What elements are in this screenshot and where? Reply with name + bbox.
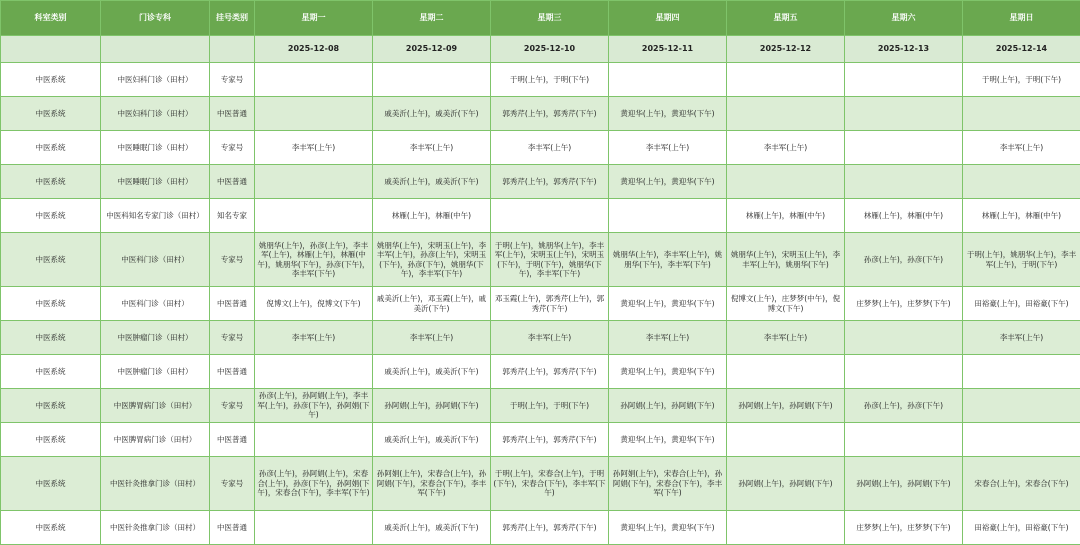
doctor-schedule-cell bbox=[727, 165, 845, 199]
doctor-schedule-cell: 孙阿娟(上午)，孙阿娟(下午) bbox=[609, 389, 727, 423]
table-row bbox=[1, 287, 1080, 321]
reg-type-cell: 中医普通 bbox=[210, 97, 255, 131]
doctor-schedule-cell: 孙阿娟(上午)，孙阿娟(下午) bbox=[845, 457, 963, 511]
header-day: 星期六 bbox=[845, 1, 963, 36]
doctor-schedule-cell bbox=[727, 355, 845, 389]
doctor-schedule-cell: 李丰军(上午) bbox=[373, 131, 491, 165]
doctor-schedule-cell bbox=[491, 199, 609, 233]
header-day: 星期二 bbox=[373, 1, 491, 36]
doctor-schedule-cell: 李丰军(上午) bbox=[491, 131, 609, 165]
clinic-cell: 中医肿瘤门诊（田村） bbox=[101, 321, 210, 355]
clinic-cell: 中医睡眠门诊（田村） bbox=[101, 131, 210, 165]
clinic-cell: 中医科知名专家门诊（田村） bbox=[101, 199, 210, 233]
doctor-schedule-cell: 田裕豪(上午)，田裕豪(下午) bbox=[963, 287, 1080, 321]
doctor-schedule-cell bbox=[609, 63, 727, 97]
clinic-cell: 中医脾胃病门诊（田村） bbox=[101, 423, 210, 457]
doctor-schedule-cell: 黄迎华(上午)，黄迎华(下午) bbox=[609, 97, 727, 131]
doctor-schedule-cell: 郭秀芹(上午)，郭秀芹(下午) bbox=[491, 511, 609, 545]
reg-type-cell: 专家号 bbox=[210, 63, 255, 97]
clinic-cell: 中医针灸推拿门诊（田村） bbox=[101, 511, 210, 545]
date-cell: 2025-12-13 bbox=[845, 36, 963, 63]
clinic-cell: 中医针灸推拿门诊（田村） bbox=[101, 457, 210, 511]
doctor-schedule-cell bbox=[963, 389, 1080, 423]
reg-type-cell: 中医普通 bbox=[210, 287, 255, 321]
table-row bbox=[1, 131, 1080, 165]
doctor-schedule-cell bbox=[727, 423, 845, 457]
dept-cell: 中医系统 bbox=[1, 423, 101, 457]
doctor-schedule-cell: 李丰军(上午) bbox=[491, 321, 609, 355]
reg-type-cell: 专家号 bbox=[210, 389, 255, 423]
doctor-schedule-cell: 郭秀芹(上午)，郭秀芹(下午) bbox=[491, 97, 609, 131]
doctor-schedule-cell bbox=[845, 97, 963, 131]
doctor-schedule-cell: 戚美沂(上午)，戚美沂(下午) bbox=[373, 423, 491, 457]
doctor-schedule-cell bbox=[255, 97, 373, 131]
clinic-cell: 中医肿瘤门诊（田村） bbox=[101, 355, 210, 389]
table-row bbox=[1, 199, 1080, 233]
header-day: 星期日 bbox=[963, 1, 1080, 36]
doctor-schedule-cell: 邓玉霞(上午)，郭秀芹(上午)，郭秀芹(下午) bbox=[491, 287, 609, 321]
date-blank-cell bbox=[1, 36, 101, 63]
doctor-schedule-cell bbox=[255, 63, 373, 97]
doctor-schedule-cell bbox=[963, 355, 1080, 389]
reg-type-cell: 专家号 bbox=[210, 233, 255, 287]
date-cell: 2025-12-08 bbox=[255, 36, 373, 63]
header-dept-type: 科室类别 bbox=[1, 1, 101, 36]
doctor-schedule-cell: 于明(上午)，姚朋华(上午)，李丰军(上午)，于明(下午) bbox=[963, 233, 1080, 287]
doctor-schedule-cell: 于明(上午)，宋春合(上午)，于明(下午)，宋春合(下午)，李丰军(下午) bbox=[491, 457, 609, 511]
dept-cell: 中医系统 bbox=[1, 457, 101, 511]
date-cell: 2025-12-09 bbox=[373, 36, 491, 63]
table-row bbox=[1, 355, 1080, 389]
schedule-body bbox=[1, 63, 1080, 545]
reg-type-cell: 专家号 bbox=[210, 321, 255, 355]
doctor-schedule-cell: 孙彦(上午)，孙阿娟(上午)，宋春合(上午)，孙彦(下午)，孙阿娟(下午)，宋春合(下午)，李丰军(下午) bbox=[255, 457, 373, 511]
doctor-schedule-cell: 林雁(上午)，林雁(中午) bbox=[845, 199, 963, 233]
reg-type-cell: 中医普通 bbox=[210, 423, 255, 457]
clinic-cell: 中医睡眠门诊（田村） bbox=[101, 165, 210, 199]
date-blank-cell bbox=[210, 36, 255, 63]
doctor-schedule-cell: 于明(上午)，姚朋华(上午)，李丰军(上午)，宋明玉(上午)，宋明玉(下午)，于明(下午)，姚朋华(下午)，李丰军(下午) bbox=[491, 233, 609, 287]
doctor-schedule-cell: 宋春合(上午)，宋春合(下午) bbox=[963, 457, 1080, 511]
reg-type-cell: 中医普通 bbox=[210, 511, 255, 545]
doctor-schedule-cell bbox=[845, 165, 963, 199]
dept-cell: 中医系统 bbox=[1, 321, 101, 355]
date-blank-cell bbox=[101, 36, 210, 63]
doctor-schedule-cell: 林雁(上午)，林雁(中午) bbox=[963, 199, 1080, 233]
dept-cell: 中医系统 bbox=[1, 233, 101, 287]
doctor-schedule-cell: 郭秀芹(上午)，郭秀芹(下午) bbox=[491, 355, 609, 389]
doctor-schedule-cell bbox=[727, 511, 845, 545]
doctor-schedule-cell: 李丰军(上午) bbox=[255, 131, 373, 165]
doctor-schedule-cell: 黄迎华(上午)，黄迎华(下午) bbox=[609, 355, 727, 389]
header-day: 星期五 bbox=[727, 1, 845, 36]
doctor-schedule-cell: 李丰军(上午) bbox=[609, 321, 727, 355]
doctor-schedule-cell: 戚美沂(上午)，戚美沂(下午) bbox=[373, 355, 491, 389]
doctor-schedule-cell: 田裕豪(上午)，田裕豪(下午) bbox=[963, 511, 1080, 545]
doctor-schedule-cell: 李丰军(上午) bbox=[963, 321, 1080, 355]
doctor-schedule-cell bbox=[255, 165, 373, 199]
doctor-schedule-cell bbox=[255, 355, 373, 389]
doctor-schedule-cell: 黄迎华(上午)，黄迎华(下午) bbox=[609, 511, 727, 545]
doctor-schedule-cell: 郭秀芹(上午)，郭秀芹(下午) bbox=[491, 165, 609, 199]
doctor-schedule-cell: 姚朋华(上午)，孙彦(上午)，李丰军(上午)，林雁(上午)，林雁(中午)，姚朋华(下午)，孙彦(下午)，李丰军(下午) bbox=[255, 233, 373, 287]
dept-cell: 中医系统 bbox=[1, 131, 101, 165]
table-row bbox=[1, 97, 1080, 131]
table-row bbox=[1, 63, 1080, 97]
dept-cell: 中医系统 bbox=[1, 63, 101, 97]
doctor-schedule-cell: 孙阿娟(上午)，孙阿娟(下午) bbox=[727, 389, 845, 423]
header-day: 星期一 bbox=[255, 1, 373, 36]
date-cell: 2025-12-11 bbox=[609, 36, 727, 63]
doctor-schedule-cell: 孙彦(上午)，孙阿娟(上午)，李丰军(上午)，孙彦(下午)，孙阿娟(下午) bbox=[255, 389, 373, 423]
clinic-cell: 中医妇科门诊（田村） bbox=[101, 97, 210, 131]
doctor-schedule-cell: 倪博文(上午)，庄梦梦(中午)，倪博文(下午) bbox=[727, 287, 845, 321]
doctor-schedule-cell: 姚朋华(上午)，李丰军(上午)，姚朋华(下午)，李丰军(下午) bbox=[609, 233, 727, 287]
doctor-schedule-cell bbox=[609, 199, 727, 233]
dept-cell: 中医系统 bbox=[1, 165, 101, 199]
doctor-schedule-cell: 黄迎华(上午)，黄迎华(下午) bbox=[609, 287, 727, 321]
dept-cell: 中医系统 bbox=[1, 511, 101, 545]
doctor-schedule-cell bbox=[255, 511, 373, 545]
doctor-schedule-cell: 孙阿娟(上午)，宋春合(上午)，孙阿娟(下午)，宋春合(下午)，李丰军(下午) bbox=[609, 457, 727, 511]
doctor-schedule-cell: 于明(上午)，于明(下午) bbox=[491, 63, 609, 97]
date-cell: 2025-12-12 bbox=[727, 36, 845, 63]
doctor-schedule-cell: 李丰军(上午) bbox=[609, 131, 727, 165]
doctor-schedule-cell bbox=[255, 423, 373, 457]
clinic-cell: 中医脾胃病门诊（田村） bbox=[101, 389, 210, 423]
table-row bbox=[1, 165, 1080, 199]
doctor-schedule-cell: 郭秀芹(上午)，郭秀芹(下午) bbox=[491, 423, 609, 457]
doctor-schedule-cell: 李丰军(上午) bbox=[255, 321, 373, 355]
dept-cell: 中医系统 bbox=[1, 199, 101, 233]
dept-cell: 中医系统 bbox=[1, 287, 101, 321]
doctor-schedule-cell bbox=[845, 321, 963, 355]
header-row bbox=[1, 1, 1080, 36]
reg-type-cell: 专家号 bbox=[210, 131, 255, 165]
reg-type-cell: 中医普通 bbox=[210, 165, 255, 199]
clinic-cell: 中医科门诊（田村） bbox=[101, 233, 210, 287]
doctor-schedule-cell: 黄迎华(上午)，黄迎华(下午) bbox=[609, 165, 727, 199]
doctor-schedule-cell: 李丰军(上午) bbox=[963, 131, 1080, 165]
clinic-cell: 中医科门诊（田村） bbox=[101, 287, 210, 321]
doctor-schedule-cell: 孙阿娟(上午)，孙阿娟(下午) bbox=[727, 457, 845, 511]
doctor-schedule-cell: 孙彦(上午)，孙彦(下午) bbox=[845, 233, 963, 287]
doctor-schedule-cell: 李丰军(上午) bbox=[727, 321, 845, 355]
table-row bbox=[1, 321, 1080, 355]
doctor-schedule-cell: 林雁(上午)，林雁(中午) bbox=[727, 199, 845, 233]
doctor-schedule-cell: 庄梦梦(上午)，庄梦梦(下午) bbox=[845, 511, 963, 545]
doctor-schedule-cell bbox=[845, 131, 963, 165]
reg-type-cell: 中医普通 bbox=[210, 355, 255, 389]
header-specialty: 门诊专科 bbox=[101, 1, 210, 36]
clinic-cell: 中医妇科门诊（田村） bbox=[101, 63, 210, 97]
doctor-schedule-cell bbox=[373, 63, 491, 97]
doctor-schedule-cell: 戚美沂(上午)，戚美沂(下午) bbox=[373, 511, 491, 545]
doctor-schedule-cell bbox=[727, 63, 845, 97]
doctor-schedule-cell: 李丰军(上午) bbox=[727, 131, 845, 165]
date-cell: 2025-12-14 bbox=[963, 36, 1080, 63]
doctor-schedule-cell: 孙彦(上午)，孙彦(下午) bbox=[845, 389, 963, 423]
reg-type-cell: 知名专家 bbox=[210, 199, 255, 233]
doctor-schedule-cell bbox=[845, 423, 963, 457]
doctor-schedule-cell: 戚美沂(上午)，戚美沂(下午) bbox=[373, 165, 491, 199]
doctor-schedule-cell: 黄迎华(上午)，黄迎华(下午) bbox=[609, 423, 727, 457]
doctor-schedule-cell: 姚朋华(上午)，宋明玉(上午)，李丰军(上午)，姚朋华(下午) bbox=[727, 233, 845, 287]
table-row bbox=[1, 423, 1080, 457]
doctor-schedule-cell bbox=[727, 97, 845, 131]
header-day: 星期三 bbox=[491, 1, 609, 36]
doctor-schedule-cell: 倪博文(上午)，倪博文(下午) bbox=[255, 287, 373, 321]
dept-cell: 中医系统 bbox=[1, 389, 101, 423]
doctor-schedule-cell bbox=[845, 355, 963, 389]
dept-cell: 中医系统 bbox=[1, 355, 101, 389]
header-reg-type: 挂号类别 bbox=[210, 1, 255, 36]
header-day: 星期四 bbox=[609, 1, 727, 36]
reg-type-cell: 专家号 bbox=[210, 457, 255, 511]
doctor-schedule-cell: 戚美沂(上午)，戚美沂(下午) bbox=[373, 97, 491, 131]
date-cell: 2025-12-10 bbox=[491, 36, 609, 63]
doctor-schedule-cell: 于明(上午)，于明(下午) bbox=[963, 63, 1080, 97]
date-row bbox=[1, 36, 1080, 63]
doctor-schedule-cell bbox=[963, 423, 1080, 457]
doctor-schedule-cell bbox=[255, 199, 373, 233]
doctor-schedule-cell: 于明(上午)，于明(下午) bbox=[491, 389, 609, 423]
doctor-schedule-cell: 庄梦梦(上午)，庄梦梦(下午) bbox=[845, 287, 963, 321]
doctor-schedule-cell bbox=[963, 97, 1080, 131]
doctor-schedule-cell: 李丰军(上午) bbox=[373, 321, 491, 355]
table-row bbox=[1, 511, 1080, 545]
doctor-schedule-cell: 戚美沂(上午)，邓玉霞(上午)，戚美沂(下午) bbox=[373, 287, 491, 321]
table-row bbox=[1, 233, 1080, 287]
doctor-schedule-cell: 孙阿娟(上午)，孙阿娟(下午) bbox=[373, 389, 491, 423]
doctor-schedule-cell bbox=[963, 165, 1080, 199]
table-row bbox=[1, 457, 1080, 511]
doctor-schedule-cell: 孙阿娟(上午)，宋春合(上午)，孙阿娟(下午)，宋春合(下午)，李丰军(下午) bbox=[373, 457, 491, 511]
doctor-schedule-cell bbox=[845, 63, 963, 97]
table-row bbox=[1, 389, 1080, 423]
dept-cell: 中医系统 bbox=[1, 97, 101, 131]
doctor-schedule-cell: 林雁(上午)，林雁(中午) bbox=[373, 199, 491, 233]
doctor-schedule-cell: 姚朋华(上午)，宋明玉(上午)，李丰军(上午)，孙彦(上午)，宋明玉(下午)，孙彦(下午)，姚朋华(下午)，李丰军(下午) bbox=[373, 233, 491, 287]
